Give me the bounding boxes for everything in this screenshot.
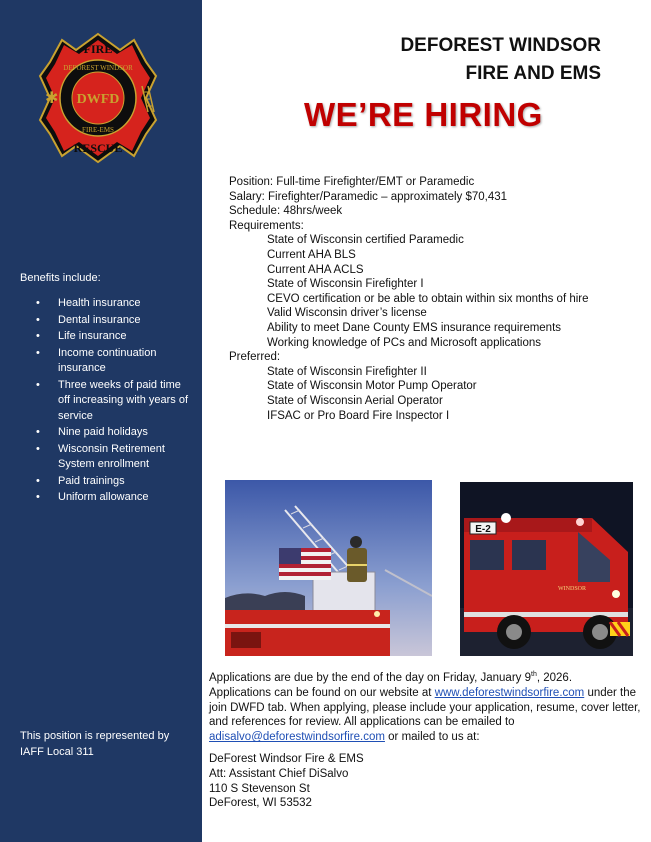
- due-date-text: Applications are due by the end of the day on Friday, January 9: [209, 672, 531, 684]
- requirement-item: Ability to meet Dane County EMS insurance requirements: [267, 321, 562, 334]
- logo-ring-text: DEFOREST WINDSOR: [63, 64, 133, 72]
- union-representation: This position is represented by IAFF Local 311: [20, 730, 170, 758]
- due-date-year: , 2026.: [536, 672, 573, 684]
- benefits-title: Benefits include:: [20, 272, 101, 284]
- requirement-item: State of Wisconsin certified Paramedic: [267, 234, 464, 247]
- preferred-item: State of Wisconsin Motor Pump Operator: [267, 380, 477, 393]
- organization-name: [400, 32, 601, 88]
- due-date-ordinal: th: [531, 671, 537, 679]
- list-item: • Health insurance: [20, 296, 190, 312]
- requirement-item: CEVO certification or be able to obtain within six months of hire: [267, 292, 589, 305]
- hiring-headline: WE’RE HIRING: [304, 96, 543, 133]
- preferred-item: IFSAC or Pro Board Fire Inspector I: [267, 409, 450, 422]
- org-name-line2: FIRE AND EMS: [465, 63, 601, 84]
- engine-truck-photo: [460, 482, 633, 656]
- requirement-item: State of Wisconsin Firefighter I: [267, 278, 424, 291]
- position-line: Position: Full-time Firefighter/EMT or Paramedic: [229, 176, 475, 188]
- application-instructions-text: under the join DWFD tab. When applying, please include your application, resume, cover letter, and references for review. All applications can be emailed to: [209, 686, 641, 729]
- mailing-address: [209, 752, 364, 811]
- list-item: • Wisconsin Retirement System enrollment: [20, 442, 190, 473]
- fire-department-logo: [28, 28, 168, 168]
- logo-top-text: FIRE: [83, 42, 113, 56]
- list-item: • Nine paid holidays: [20, 425, 190, 441]
- job-details: [229, 175, 589, 423]
- logo-monogram: DWFD: [76, 92, 120, 107]
- website-link[interactable]: www.deforestwindsorfire.com: [434, 686, 585, 699]
- svg-text:✱: ✱: [45, 88, 59, 107]
- schedule-line: Schedule: 48hrs/week: [229, 205, 343, 218]
- address-line: 110 S Stevenson St: [209, 782, 310, 795]
- list-item: • Three weeks of paid time off increasing with years of service: [20, 378, 190, 425]
- logo-ring-bottom-text: FIRE-EMS: [82, 126, 114, 134]
- preferred-label: Preferred:: [229, 351, 281, 364]
- list-item: • Life insurance: [20, 329, 190, 345]
- mail-text: or mailed to us at:: [384, 731, 480, 744]
- list-item: • Dental insurance: [20, 313, 190, 329]
- requirement-item: Working knowledge of PCs and Microsoft applications: [267, 336, 542, 349]
- ladder-truck-photo: [225, 480, 432, 656]
- list-item: • Income continuation insurance: [20, 346, 190, 377]
- truck-name-text: WINDSOR: [558, 586, 586, 592]
- preferred-item: State of Wisconsin Aerial Operator: [267, 394, 443, 407]
- requirement-item: Current AHA ACLS: [267, 263, 364, 276]
- application-location-text: Applications can be found on our website at: [209, 686, 435, 699]
- requirements-label: Requirements:: [229, 219, 304, 232]
- address-line: Att: Assistant Chief DiSalvo: [209, 767, 349, 780]
- email-link[interactable]: adisalvo@deforestwindsorfire.com: [209, 731, 385, 744]
- logo-bottom-text: RESCUE: [73, 141, 123, 155]
- star-of-life-icon: [45, 88, 58, 107]
- preferred-item: State of Wisconsin Firefighter II: [267, 365, 427, 378]
- sidebar: [0, 0, 202, 842]
- benefits-list: [20, 296, 190, 507]
- list-item: • Uniform allowance: [20, 490, 190, 506]
- list-item: • Paid trainings: [20, 474, 190, 490]
- application-info: [209, 671, 641, 745]
- requirement-item: Current AHA BLS: [267, 248, 356, 261]
- truck-number-label: E-2: [475, 524, 491, 535]
- requirement-item: Valid Wisconsin driver’s license: [267, 307, 427, 320]
- address-line: DeForest, WI 53532: [209, 797, 312, 810]
- salary-line: Salary: Firefighter/Paramedic – approximately $70,431: [229, 190, 508, 203]
- org-name-line1: DEFOREST WINDSOR: [400, 35, 601, 56]
- address-line: DeForest Windsor Fire & EMS: [209, 753, 364, 765]
